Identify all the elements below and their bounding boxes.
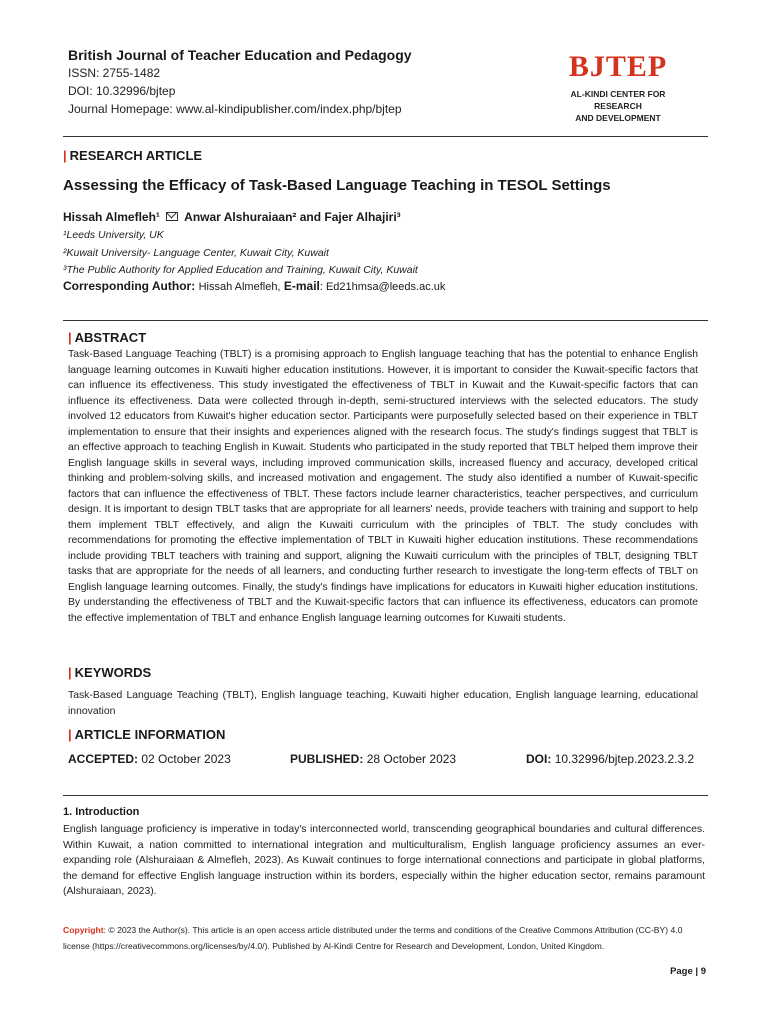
published-date	[290, 752, 456, 766]
page-number: Page | 9	[670, 966, 706, 977]
journal-doi: DOI: 10.32996/bjtep	[68, 84, 176, 98]
corr-label: Corresponding Author:	[63, 279, 196, 293]
corr-name: Hissah Almefleh,	[198, 281, 281, 293]
red-bar: |	[68, 727, 72, 742]
abstract-top-divider	[63, 320, 708, 321]
header-divider	[63, 136, 708, 137]
journal-title: British Journal of Teacher Education and Pedagogy	[68, 47, 412, 63]
doi-label: DOI:	[526, 752, 552, 766]
corr-email[interactable]: : Ed21hmsa@leeds.ac.uk	[319, 281, 446, 293]
affiliation-3: ³The Public Authority for Applied Education and Training, Kuwait City, Kuwait	[63, 264, 418, 276]
logo-subtitle-2: AND DEVELOPMENT	[575, 113, 661, 123]
keywords-heading	[68, 665, 151, 680]
article-info-label: ARTICLE INFORMATION	[74, 727, 226, 742]
article-type	[63, 148, 202, 163]
author-1: Hissah Almefleh¹	[63, 210, 160, 224]
published-label: PUBLISHED:	[290, 752, 364, 766]
abstract-text: Task-Based Language Teaching (TBLT) is a promising approach to English language teaching that has the potential to enhance English language learning outcomes in Kuwaiti higher education institutions. However, it is important to consider the Kuwait-specific factors that can influence its effectiveness. This study investigated the effectiveness of TBLT in Kuwait and the Kuwait-specific factors that can influence its effectiveness. Data were collected through in-depth, semi-structured interviews with the selected educators. The study involved 12 educators from Kuwait's higher education sector. Participants were purposefully selected based on their experience in TBLT implementation to ensure that their insights and experiences aligned with the research focus. The study's findings suggest that TBLT is an effective approach to teaching English in Kuwait. Students who participated in the study reported that TBLT helped them improve their English language skills in several ways, including improved communication skills, increased fluency and accuracy, developed critical thinking and problem-solving skills, and increased motivation and engagement. The study also identified a number of Kuwait-specific factors that can influence the effectiveness of TBLT. These factors include learner characteristics, teacher perspectives, and curriculum design. It is important to design TBLT tasks that are appropriate for all learners' needs, provide teachers with training and support to help them implement TBLT effectively, and align the Kuwaiti curriculum with the principles of TBLT. The study concludes with recommendations for promoting the effective implementation of TBLT in Kuwaiti higher education institutions. These recommendations include providing TBLT teachers with training and support, aligning the Kuwaiti curriculum with the principles of TBLT, designing TBLT tasks that are appropriate for the needs of all learners, and conducting further research to investigate the long-term effects of TBLT on English language learning outcomes. Finally, the study's findings have implications for educators in Kuwaiti higher education institutions. By understanding the effectiveness of TBLT and the Kuwait-specific factors that can influence its effectiveness, educators can promote the effective implementation of TBLT and enhance English language learning outcomes for Kuwaiti students.	[68, 349, 698, 624]
journal-homepage[interactable]: Journal Homepage: www.al-kindipublisher.com/index.php/bjtep	[68, 102, 402, 116]
authors	[63, 210, 401, 224]
email-label: E-mail	[283, 279, 320, 293]
affiliation-2: ²Kuwait University- Language Center, Kuwait City, Kuwait	[63, 247, 329, 259]
copyright-label: Copyright	[63, 925, 104, 935]
red-bar: |	[68, 665, 72, 680]
accepted-label: ACCEPTED:	[68, 752, 139, 766]
copyright-text: : © 2023 the Author(s). This article is an open access article distributed under the terms and conditions of the Creative Commons Attribution (CC-BY) 4.0 license (https://creativecommons.org/licenses/by/4.0/). Published by Al-Kindi Centre for Research and Development, London, United Kingdom.	[63, 925, 683, 951]
keywords-text: Task-Based Language Teaching (TBLT), English language teaching, Kuwaiti higher education, English language learning, educational innovation	[68, 690, 698, 717]
intro-heading: 1. Introduction	[63, 806, 140, 818]
corresponding-author	[63, 279, 445, 293]
abstract-heading	[68, 330, 146, 345]
accepted-value: 02 October 2023	[141, 752, 231, 766]
mail-icon[interactable]	[166, 212, 178, 221]
logo-mark: BJTEP	[568, 50, 668, 83]
abstract-label: ABSTRACT	[74, 330, 147, 345]
doi-value[interactable]: 10.32996/bjtep.2023.2.3.2	[554, 752, 695, 766]
issn: ISSN: 2755-1482	[68, 66, 161, 80]
copyright-notice	[63, 922, 705, 954]
keywords-label: KEYWORDS	[74, 665, 152, 680]
intro-divider	[63, 795, 708, 796]
article-title: Assessing the Efficacy of Task-Based Language Teaching in TESOL Settings	[63, 177, 611, 194]
journal-logo	[548, 50, 688, 124]
accepted-date	[68, 752, 231, 766]
red-bar: |	[68, 330, 72, 345]
published-value: 28 October 2023	[366, 752, 457, 766]
article-doi	[526, 752, 694, 766]
author-rest: Anwar Alshuraiaan² and Fajer Alhajiri³	[184, 210, 401, 224]
affiliation-1: ¹Leeds University, UK	[63, 229, 164, 241]
intro-text: English language proficiency is imperative in today's interconnected world, transcending geographical boundaries and cultural differences. Within Kuwait, a nation committed to international integration and multiculturalism, English language proficiency assumes an ever-expanding role (Alshuraiaan & Almefleh, 2023). As Kuwait continues to forge international connections and participate in global platforms, the demand for effective English language instruction within its borders, especially within the higher education sector, remains paramount (Alshuraiaan, 2023).	[63, 824, 705, 897]
article-type-label: RESEARCH ARTICLE	[69, 148, 203, 163]
article-info-heading	[68, 727, 225, 742]
logo-subtitle-1: AL-KINDI CENTER FOR RESEARCH	[570, 89, 666, 111]
red-bar: |	[63, 148, 67, 163]
